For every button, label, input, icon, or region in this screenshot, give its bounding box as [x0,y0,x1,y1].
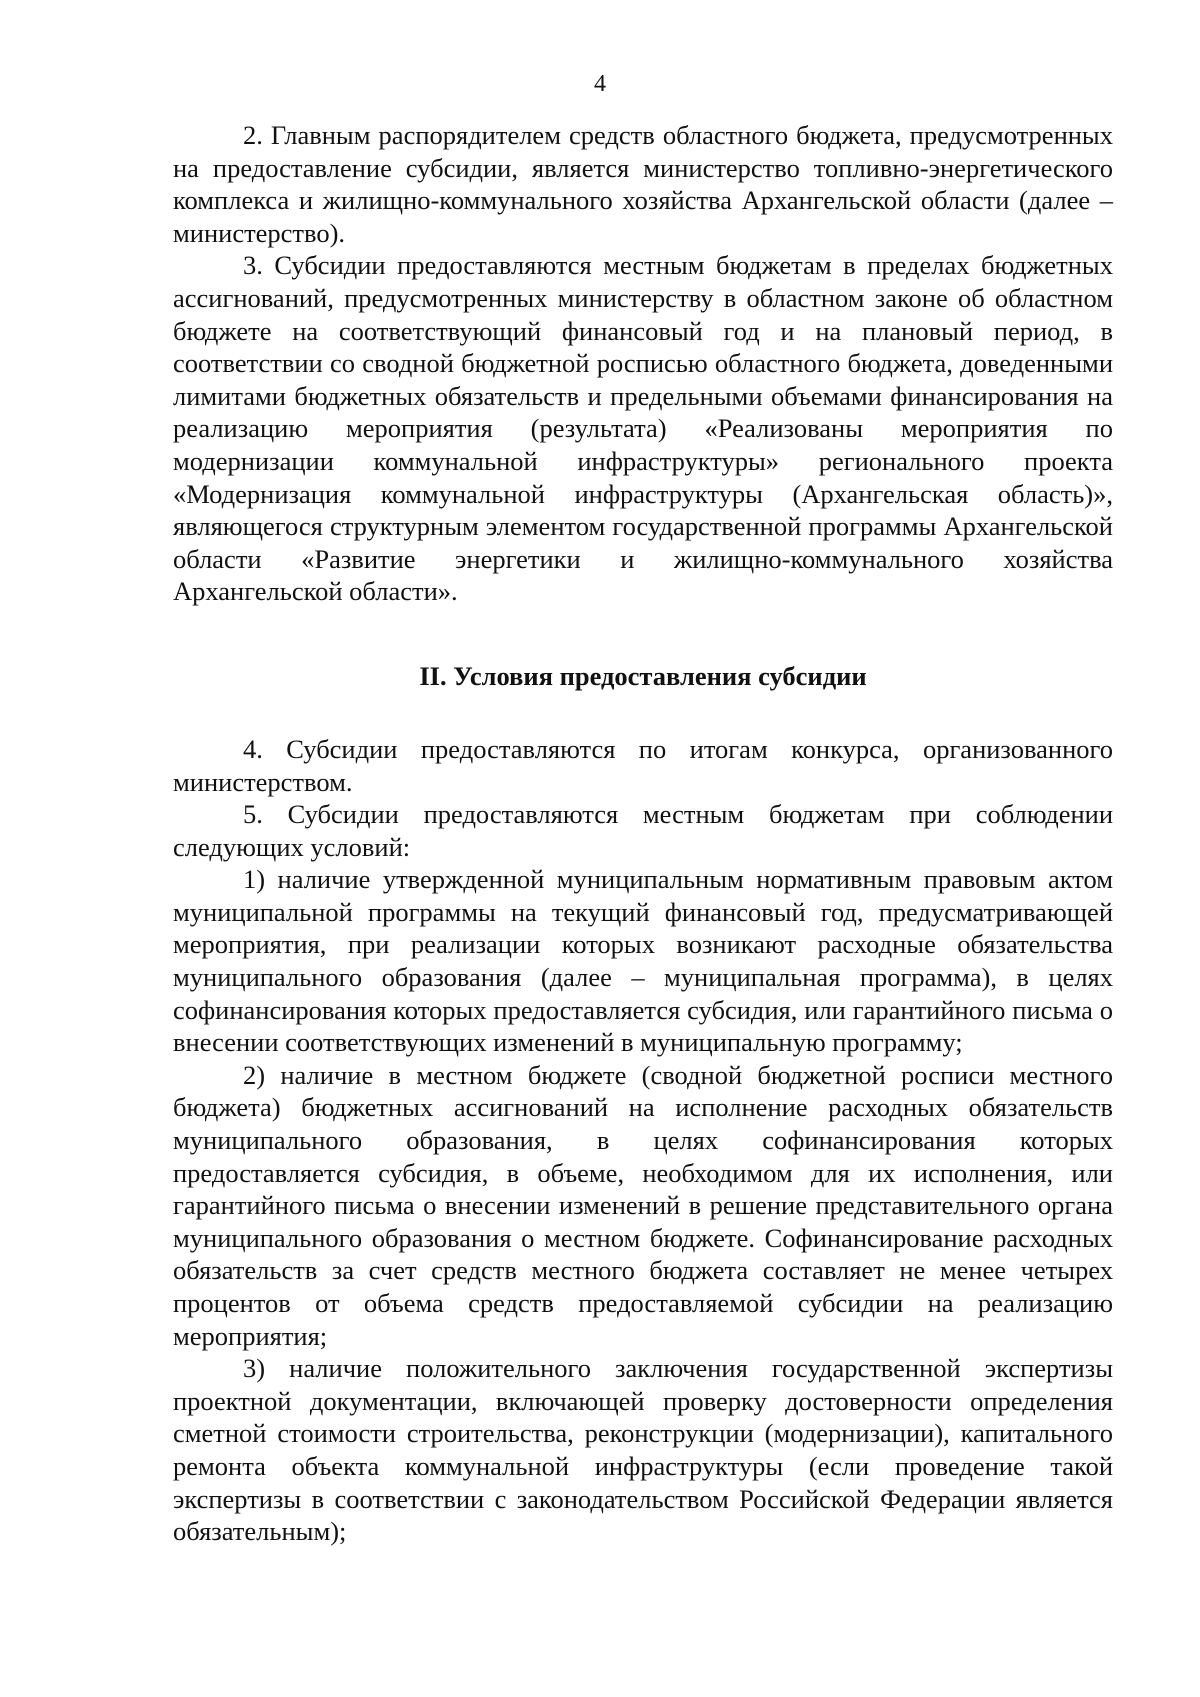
list-item-2: 2) наличие в местном бюджете (сводной бюджетной росписи местного бюджета) бюджетных ассигнований на исполнение расходных обязательств муниципального образования, в целях софинансирования которых предоставляется субсидия, в объеме, необходимом для их исполнения, или гарантийного письма о внесении изменений в решение представительного органа муниципального образования о местном бюджете. Софинансирование расходных обязательств за счет средств местного бюджета составляет не менее четырех процентов от объема средств предоставляемой субсидии на реализацию мероприятия; [173,1059,1113,1351]
paragraph-5: 5. Субсидии предоставляются местным бюджетам при соблюдении следующих условий: [173,799,1113,862]
paragraph-4: 4. Субсидии предоставляются по итогам конкурса, организованного министерством. [173,733,1113,797]
paragraph-2: 2. Главным распорядителем средств областного бюджета, предусмотренных на предоставление субсидии, является министерство топливно-энергетического комплекса и жилищно-коммунального хозяйства Архангельской области (далее – министерство). [173,120,1113,248]
section-heading: II. Условия предоставления субсидии [419,660,867,691]
page-number: 4 [594,71,606,97]
list-item-1: 1) наличие утвержденной муниципальным нормативным правовым актом муниципальной программы на текущий финансовый год, предусматривающей мероприятия, при реализации которых возникают расходные обязательства муниципального образования (далее – муниципальная программа), в целях софинансирования которых предоставляется субсидия, или гарантийного письма о внесении соответствующих изменений в муниципальную программу; [173,864,1113,1058]
paragraph-3: 3. Субсидии предоставляются местным бюджетам в пределах бюджетных ассигнований, предусмотренных министерству в областном законе об областном бюджете на соответствующий финансовый год и на плановый период, в соответствии со сводной бюджетной росписью областного бюджета, доведенными лимитами бюджетных обязательств и предельными объемами финансирования на реализацию мероприятия (результата) «Реализованы мероприятия по модернизации коммунальной инфраструктуры» регионального проекта «Модернизация коммунальной инфраструктуры (Архангельская область)», являющегося структурным элементом государственной программы Архангельской области «Развитие энергетики и жилищно-коммунального хозяйства Архангельской области». [173,250,1113,607]
list-item-3: 3) наличие положительного заключения государственной экспертизы проектной документации, включающей проверку достоверности определения сметной стоимости строительства, реконструкции (модернизации), капитального ремонта объекта коммунальной инфраструктуры (если проведение такой экспертизы в соответствии с законодательством Российской Федерации является обязательным); [173,1353,1113,1547]
document-body [173,119,1113,1548]
